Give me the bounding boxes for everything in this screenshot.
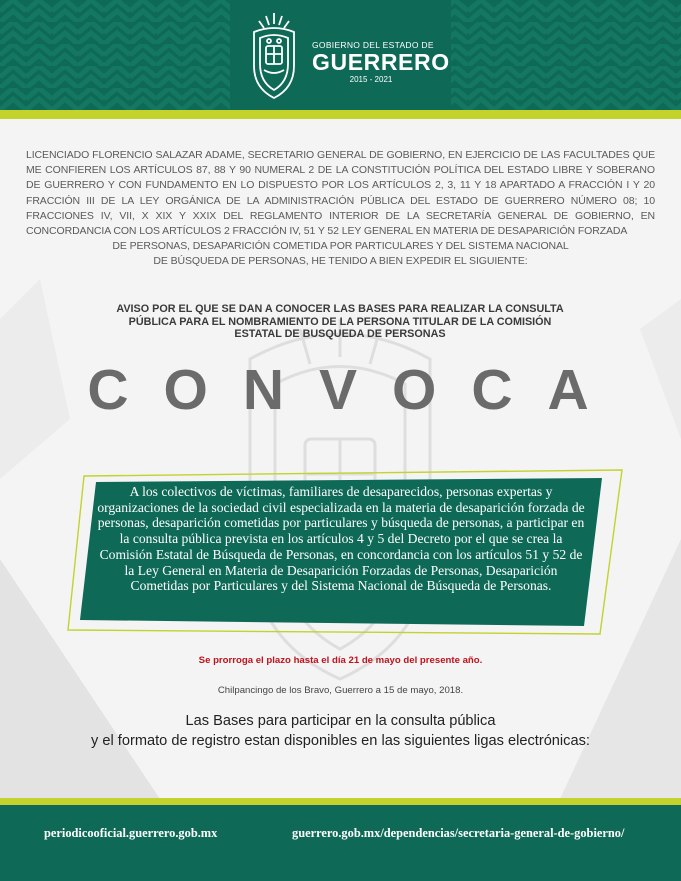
convoca-title: CONVOCA xyxy=(87,358,624,422)
preamble-body: LICENCIADO FLORENCIO SALAZAR ADAME, SECRETARIO GENERAL DE GOBIERNO, EN EJERCICIO DE LAS FACULTADES QUE ME CONFIEREN LOS ARTÍCULOS 87, 88 Y 90 NUMERAL 2 DE LA CONSTITUCIÓN POLÍTICA DEL ESTADO LIBRE Y SOBERANO DE GUERRERO Y CON FUNDAMENTO EN LO DISPUESTO POR LOS ARTÍCULOS 2, 3, 11 Y 18 APARTADO A FRACCIÓN I Y 20 FRACCIÓN III DE LA LEY ORGÁNICA DE LA ADMINISTRACIÓN PÚBLICA DEL ESTADO DE GUERRERO NÚMERO 08; 10 FRACCIONES IV, VII, X XIX Y XXIX DEL REGLAMENTO INTERIOR DE LA SECRETARÍA GENERAL DE GOBIERNO, EN CONCORDANCIA CON LOS ARTÍCULOS 2 FRACCIÓN IV, 51 Y 52 LEY GENERAL EN MATERIA DE DESAPARICIÓN FORZADA xyxy=(26,149,655,238)
aviso-line: ESTATAL DE BUSQUEDA DE PERSONAS xyxy=(234,328,446,340)
preamble-line: DE BÚSQUEDA DE PERSONAS, HE TENIDO A BIEN EXPEDIR EL SIGUIENTE: xyxy=(153,255,528,268)
footer-accent-stripe xyxy=(0,798,681,805)
bases-line: y el formato de registro estan disponibles en las siguientes ligas electrónicas: xyxy=(91,733,590,749)
call-box-text: A los colectivos de víctimas, familiares de desaparecidos, personas expertas y organizaciones de la sociedad civil especializada en la materia de desaparición forzada de personas, desaparición cometidas por particulares y búsqueda de personas, a participar en la consulta pública prevista en los artículos 4 y 5 del Decreto por el que se crea la Comisión Estatal de Búsqueda de Personas, en concordancia con los artículos 51 y 52 de la Ley General en Materia de Desaparición Forzadas de Personas, Desaparición Cometidas por Particulares y del Sistema Nacional de Búsqueda de Personas. xyxy=(97,484,585,594)
deadline-extension-notice: Se prorroga el plazo hasta el día 21 de mayo del presente año. xyxy=(198,655,483,666)
state-name: GUERRERO xyxy=(312,49,450,75)
bases-line: Las Bases para participar en la consulta pública xyxy=(185,713,496,729)
government-period: 2015 - 2021 xyxy=(349,75,393,84)
preamble-line: DE PERSONAS, DESAPARICIÓN COMETIDA POR PARTICULARES Y DEL SISTEMA NACIONAL xyxy=(112,240,569,253)
secretaria-general-link[interactable]: guerrero.gob.mx/dependencias/secretaria-general-de-gobierno/ xyxy=(292,826,625,840)
aviso-heading xyxy=(90,303,590,341)
bases-info xyxy=(0,711,681,751)
header-accent-stripe xyxy=(0,110,681,119)
header-banner xyxy=(0,0,681,110)
place-and-date: Chilpancingo de los Bravo, Guerrero a 15 de mayo, 2018. xyxy=(217,685,464,696)
state-seal-icon xyxy=(244,10,304,102)
legal-preamble xyxy=(26,148,655,270)
government-brand xyxy=(312,40,450,84)
government-label: GOBIERNO DEL ESTADO DE xyxy=(312,40,434,50)
footer-banner xyxy=(0,805,681,881)
periodico-oficial-link[interactable]: periodicooficial.guerrero.gob.mx xyxy=(44,826,218,840)
aviso-line: AVISO POR EL QUE SE DAN A CONOCER LAS BASES PARA REALIZAR LA CONSULTA xyxy=(116,303,564,315)
aviso-line: PÚBLICA PARA EL NOMBRAMIENTO DE LA PERSONA TITULAR DE LA COMISIÓN xyxy=(128,315,552,328)
